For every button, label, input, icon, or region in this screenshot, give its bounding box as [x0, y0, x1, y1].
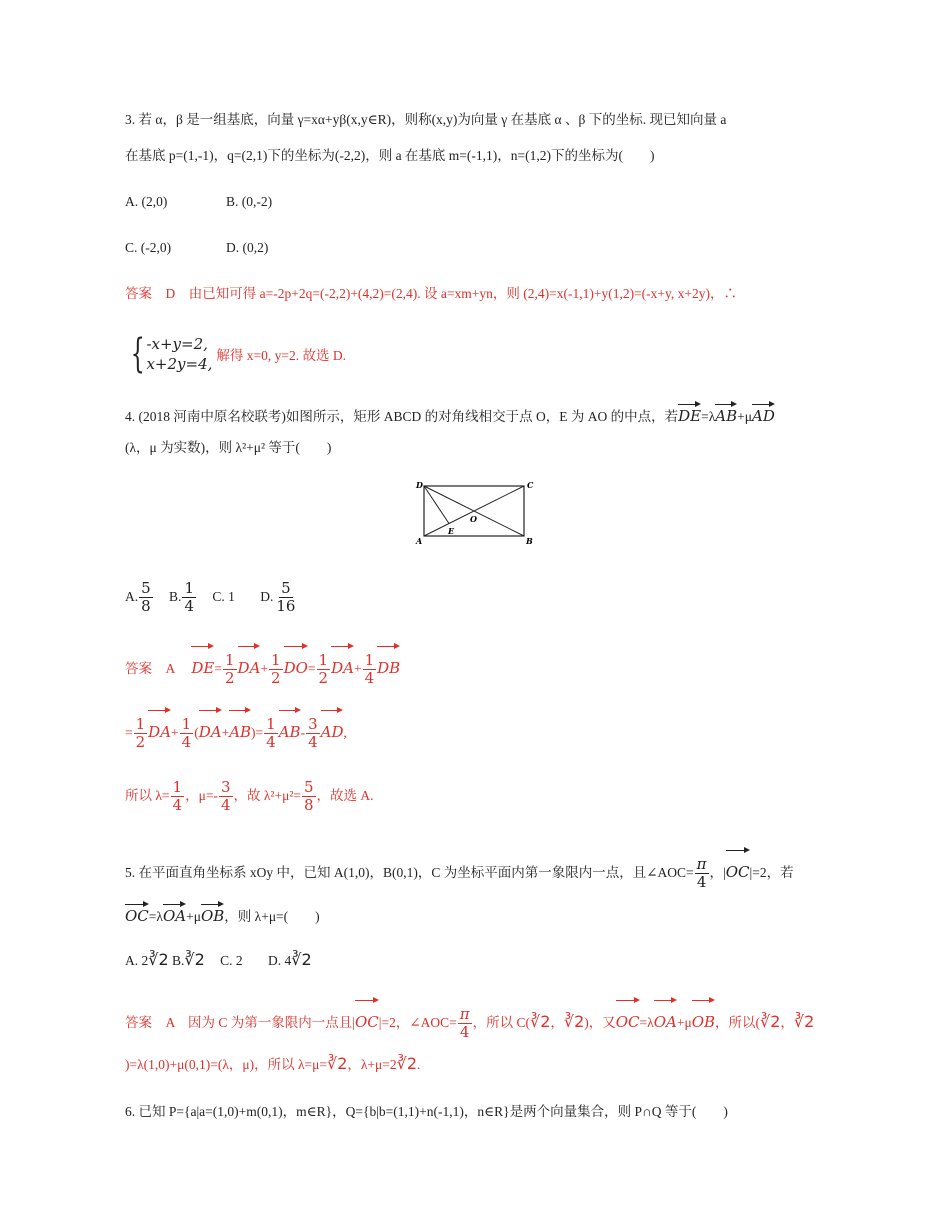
- frac: $\frac{1}{2}$: [271, 651, 281, 688]
- q4-option-b: B.: [169, 589, 182, 604]
- segment-de: [424, 486, 449, 524]
- q5-answer-line2: )=λ(1,0)+μ(0,1)=(λ，μ)，所以 λ=μ=∛2，λ+μ=2∛2.: [125, 1054, 421, 1073]
- q4-answer-label: 答案 A: [125, 661, 175, 676]
- q3-solution-tail: 解得 x=0, y=2. 故选 D.: [216, 348, 346, 363]
- q4-option-a: A.: [125, 589, 139, 604]
- frac-1-4: $\frac{1}{4}$: [184, 579, 194, 616]
- label-a: A: [416, 536, 423, 546]
- frac: $\frac{1}{4}$: [266, 715, 276, 752]
- frac: $\frac{1}{4}$: [172, 778, 183, 815]
- q4-answer-line3: 所以 λ= $\frac{1}{4}$ ，μ=- $\frac{3}{4}$ ，故 λ²+μ²= $\frac{5}{8}$ ，故选 A.: [125, 778, 374, 815]
- vec: DA: [238, 644, 261, 688]
- q4-options: [125, 578, 298, 616]
- frac: $\frac{1}{2}$: [135, 715, 146, 752]
- label-o: O: [470, 514, 477, 524]
- vector-ab: AB: [715, 402, 737, 426]
- vector-oc: OC: [726, 848, 750, 892]
- frac: $\frac{1}{2}$: [318, 651, 329, 688]
- q5-option-c: C. 2: [220, 953, 243, 968]
- rectangle-diagram: [414, 480, 544, 548]
- vector-ob: OB: [201, 902, 224, 926]
- vector-oa: OA: [654, 998, 677, 1042]
- system-rows: [146, 334, 212, 374]
- vec: AB: [279, 708, 301, 752]
- label-e: E: [448, 526, 455, 536]
- q3-answer-text: 由已知可得 a=-2p+2q=(-2,2)+(4,2)=(2,4). 设 a=xm+yn，则 (2,4)=x(-1,1)+y(1,2)=(-x+y, x+2y)，∴: [188, 286, 738, 301]
- q6-stem: 6. 已知 P={a|a=(1,0)+m(0,1)，m∈R}，Q={b|b=(1,1)+n(-1,1)，n∈R}是两个向量集合，则 P∩Q 等于( ): [125, 1104, 728, 1119]
- q4-answer-line1: 答案 A DE= $\frac{1}{2}$ DA+ $\frac{1}{2}$ DO= $\frac{1}{2}$ DA+ $\frac{1}{4}$ DB: [125, 644, 400, 689]
- vec: DO: [284, 644, 308, 688]
- label-d: D: [416, 480, 423, 490]
- frac-5-16: $\frac{5}{16}$: [276, 579, 296, 616]
- system-row-1: -x+y=2,: [146, 335, 208, 353]
- q5-options: A. 2∛2 B.∛2 C. 2 D. 4∛2: [125, 950, 312, 969]
- q4-option-c: C. 1: [212, 589, 235, 604]
- vec: AB: [229, 708, 251, 752]
- q4-answer-line2: = $\frac{1}{2}$ DA+ $\frac{1}{4}$ (DA+AB)= $\frac{1}{4}$ AB- $\frac{3}{4}$ AD,: [125, 708, 347, 753]
- q5-option-b: B.: [172, 953, 185, 968]
- q5-answer-label: 答案 A: [125, 1015, 175, 1030]
- frac: $\frac{1}{4}$: [181, 715, 192, 752]
- q5-option-d: D. 4: [268, 953, 292, 968]
- frac: $\frac{3}{4}$: [220, 778, 231, 815]
- frac-5-8: $\frac{5}{8}$: [141, 579, 151, 616]
- vec: DA: [199, 708, 222, 752]
- q4-stem-line2: (λ，μ 为实数)，则 λ²+μ² 等于( ): [125, 440, 332, 455]
- eq-lambda: =λ: [701, 409, 716, 424]
- q4-option-d: D.: [260, 589, 274, 604]
- q5-stem-line2: OC=λOA+μOB，则 λ+μ=( ): [125, 902, 320, 927]
- q3-stem-line2: 在基底 p=(1,-1)，q=(2,1)下的坐标为(-2,2)，则 a 在基底 m=(-1,1)，n=(1,2)下的坐标为( ): [125, 148, 655, 163]
- plus-mu: +μ: [737, 409, 752, 424]
- vector-ob: OB: [692, 998, 715, 1042]
- q3-option-d: D. (0,2): [226, 240, 269, 255]
- q4-stem-line1: [125, 402, 775, 427]
- vector-oc: OC: [125, 902, 149, 926]
- vector-oc: OC: [616, 998, 640, 1042]
- q5-answer-line1: 答案 A 因为 C 为第一象限内一点且|OC|=2，∠AOC= $\frac{\pi}{4}$ ，所以 C(∛2，∛2)，又OC=λOA+μOB，所以(∛2，∛2: [125, 998, 814, 1043]
- q3-answer: [125, 284, 737, 304]
- vector-ad: AD: [752, 402, 775, 426]
- q3-answer-label: 答案 D: [125, 286, 176, 301]
- q5-stem-line1: 5. 在平面直角坐标系 xOy 中，已知 A(1,0)，B(0,1)，C 为坐标平面内第一象限内一点，且∠AOC= $\frac{\pi}{4}$ ，|OC|=2，若: [125, 848, 794, 893]
- frac-pi-4: $\frac{\pi}{4}$: [696, 855, 707, 892]
- rectangle-figure: [414, 480, 544, 552]
- vec: DA: [331, 644, 354, 688]
- frac: $\frac{1}{4}$: [364, 651, 375, 688]
- vec: DB: [377, 644, 400, 688]
- q3-equation-system: [125, 331, 346, 377]
- q3-option-c: C. (-2,0): [125, 240, 172, 255]
- vector-de: DE: [678, 402, 701, 426]
- vec: DA: [148, 708, 171, 752]
- q5-option-a: A. 2: [125, 953, 149, 968]
- q4-stem-text: 4. (2018 河南中原名校联考)如图所示，矩形 ABCD 的对角线相交于点 O，E 为 AO 的中点，若: [125, 409, 679, 424]
- label-b: B: [526, 536, 533, 546]
- q3-option-a: A. (2,0): [125, 194, 168, 209]
- label-c: C: [527, 480, 534, 490]
- vector-oc: OC: [355, 998, 379, 1042]
- frac: $\frac{3}{4}$: [308, 715, 318, 752]
- q3-stem-line1: 3. 若 α，β 是一组基底，向量 γ=xα+yβ(x,y∈R)，则称(x,y)为向量 γ 在基底 α 、β 下的坐标. 现已知向量 a: [125, 112, 727, 127]
- frac-pi-4: $\frac{\pi}{4}$: [459, 1005, 470, 1042]
- q3-option-b: B. (0,-2): [226, 194, 273, 209]
- system-row-2: x+2y=4,: [146, 355, 213, 373]
- brace-glyph: {: [130, 331, 145, 377]
- vec: DE: [191, 644, 214, 688]
- vec: AD: [321, 708, 344, 752]
- frac: $\frac{1}{2}$: [225, 651, 235, 688]
- vector-oa: OA: [163, 902, 186, 926]
- frac: $\frac{5}{8}$: [303, 778, 314, 815]
